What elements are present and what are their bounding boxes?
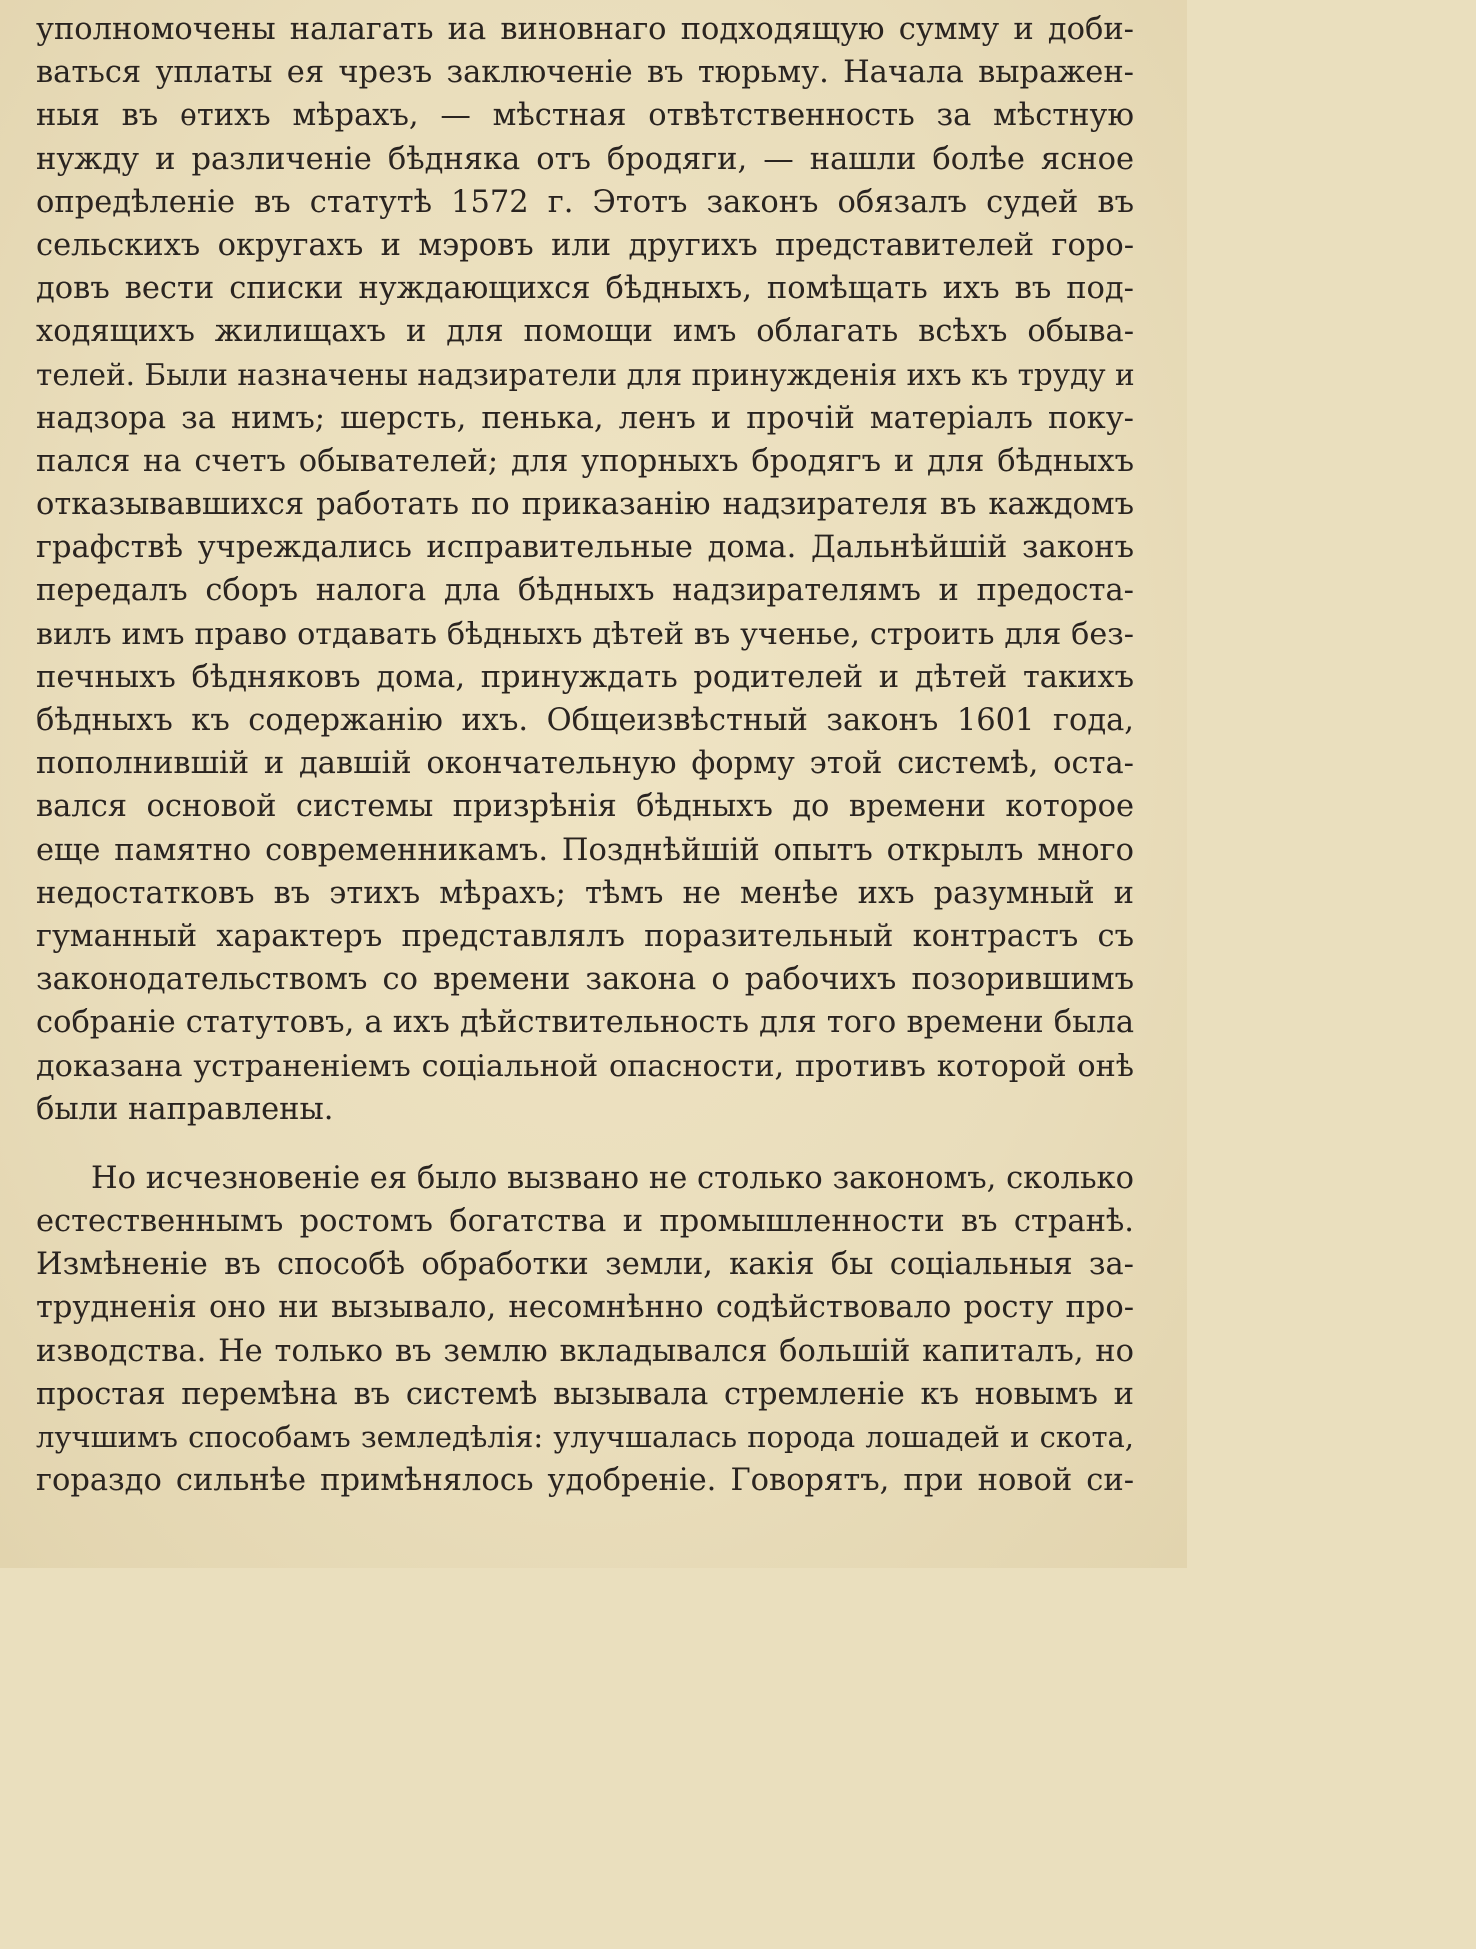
text-line: пался на счетъ обывателей; для упорныхъ бродягъ и для бѣдныхъ <box>36 443 1134 479</box>
text-line: нужду и различеніе бѣдняка отъ бродяги, — нашли болѣе ясное <box>36 141 1134 177</box>
text-line: пополнившій и давшій окончательную форму этой системѣ, оста- <box>36 746 1134 782</box>
text-line: гуманный характеръ представлялъ поразительный контрастъ съ <box>36 918 1134 954</box>
paragraph-gap <box>36 1131 1134 1157</box>
text-line: ныя въ ѳтихъ мѣрахъ, — мѣстная отвѣтственность за мѣстную <box>36 98 1134 134</box>
text-line: законодательствомъ со времени закона о рабочихъ позорившимъ <box>36 962 1134 998</box>
text-line: отказывавшихся работать по приказанію надзирателя въ каждомъ <box>36 487 1134 523</box>
text-line: вался основой системы призрѣнія бѣдныхъ до времени которое <box>36 789 1134 825</box>
text-line: бѣдныхъ къ содержанію ихъ. Общеизвѣстный законъ 1601 года, <box>36 703 1134 738</box>
text-line-indented: Но исчезновеніе ея было вызвано не столько закономъ, сколько <box>91 1160 1134 1196</box>
text-line: надзора за нимъ; шерсть, пенька, ленъ и прочій матеріалъ поку- <box>36 400 1134 436</box>
text-line: передалъ сборъ налога дла бѣдныхъ надзирателямъ и предоста- <box>36 573 1134 609</box>
text-line: еще памятно современникамъ. Позднѣйшій опытъ открылъ много <box>36 832 1134 868</box>
text-line: ваться уплаты ея чрезъ заключеніе въ тюрьму. Начала выражен- <box>36 55 1134 91</box>
text-line: опредѣленіе въ статутѣ 1572 г. Этотъ законъ обязалъ судей въ <box>36 184 1134 220</box>
text-line: сельскихъ округахъ и мэровъ или другихъ представителей горо- <box>36 227 1134 263</box>
text-line: ходящихъ жилищахъ и для помощи имъ облагать всѣхъ обыва- <box>36 314 1134 350</box>
text-line: лучшимъ способамъ земледѣлія: улучшалась порода лошадей и скота, <box>36 1420 1134 1454</box>
text-line: доказана устраненіемъ соціальной опасности, противъ которой онѣ <box>36 1048 1134 1084</box>
page-text <box>36 8 1134 1502</box>
text-line: довъ вести списки нуждающихся бѣдныхъ, помѣщать ихъ въ под- <box>36 271 1134 307</box>
text-line: собраніе статутовъ, а ихъ дѣйствительность для того времени была <box>36 1005 1134 1041</box>
text-line: Измѣненіе въ способѣ обработки земли, какія бы соціальныя за- <box>36 1247 1134 1283</box>
paragraph-1 <box>36 8 1134 1131</box>
text-line: графствѣ учреждались исправительные дома. Дальнѣйшій законъ <box>36 530 1134 566</box>
text-line: естественнымъ ростомъ богатства и промышленности въ странѣ. <box>36 1204 1134 1240</box>
text-line: изводства. Не только въ землю вкладывался большій капиталъ, но <box>36 1333 1134 1369</box>
text-line: вилъ имъ право отдавать бѣдныхъ дѣтей въ ученье, строить для без- <box>36 616 1134 652</box>
text-line-last: были направлены. <box>36 1091 334 1127</box>
text-line: телей. Были назначены надзиратели для принужденія ихъ къ труду и <box>36 357 1135 392</box>
text-line: трудненія оно ни вызывало, несомнѣнно содѣйствовало росту про- <box>36 1290 1134 1326</box>
text-line: уполномочены налагать иа виновнаго подходящую сумму и доби- <box>36 12 1134 47</box>
text-line: печныхъ бѣдняковъ дома, принуждать родителей и дѣтей такихъ <box>36 659 1134 695</box>
paragraph-2 <box>36 1157 1134 1503</box>
text-line: недостатковъ въ этихъ мѣрахъ; тѣмъ не менѣе ихъ разумный и <box>36 875 1134 911</box>
text-line: простая перемѣна въ системѣ вызывала стремленіе къ новымъ и <box>36 1376 1134 1412</box>
text-line: гораздо сильнѣе примѣнялось удобреніе. Говорятъ, при новой си- <box>36 1463 1134 1499</box>
